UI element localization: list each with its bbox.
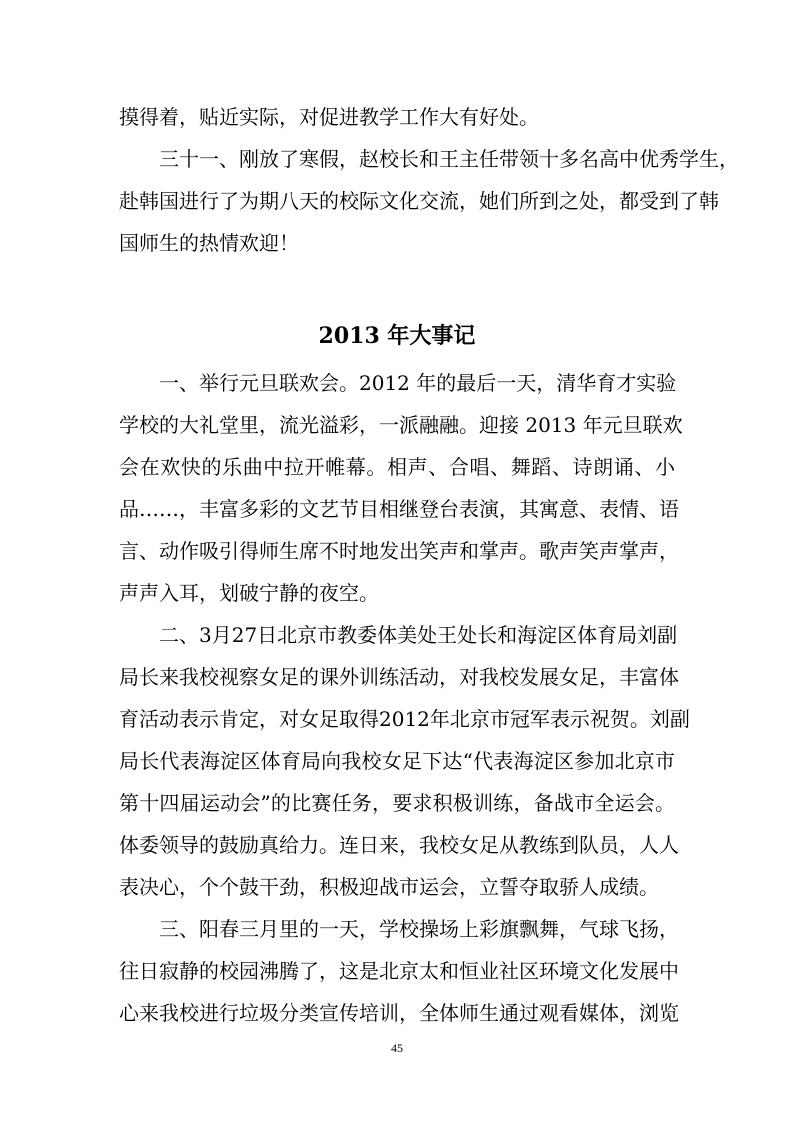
text-line: 三、阳春三月里的一天，学校操场上彩旗飘舞，气球飞扬， bbox=[159, 917, 679, 941]
text-line: 第十四届运动会”的比赛任务，要求积极训练，备战市全运会。 bbox=[119, 791, 675, 815]
text-line: 一、举行元旦联欢会。2012 年的最后一天，清华育才实验 bbox=[159, 371, 677, 395]
document-body bbox=[119, 96, 739, 1034]
text-line: 二、3月27日北京市教委体美处王处长和海淀区体育局刘副 bbox=[159, 623, 678, 647]
text-line: 国师生的热情欢迎！ bbox=[119, 231, 299, 255]
paragraph-continuation bbox=[119, 96, 675, 138]
text-line: 心来我校进行垃圾分类宣传培训，全体师生通过观看媒体，浏览 bbox=[119, 1001, 679, 1025]
text-line: 品……，丰富多彩的文艺节目相继登台表演，其寓意、表情、语 bbox=[119, 497, 679, 521]
text-line: 言、动作吸引得师生席不时地发出笑声和掌声。歌声笑声掌声， bbox=[119, 539, 679, 563]
text-line: 三十一、刚放了寒假，赵校长和王主任带领十多名高中优秀学生， bbox=[159, 147, 739, 171]
paragraph-item-31 bbox=[119, 138, 739, 264]
paragraph-item-1 bbox=[119, 362, 683, 614]
text-line: 往日寂静的校园沸腾了，这是北京太和恒业社区环境文化发展中 bbox=[119, 959, 679, 983]
text-line: 表决心，个个鼓干劲，积极迎战市运会，立誓夺取骄人成绩。 bbox=[119, 875, 659, 899]
text-line: 会在欢快的乐曲中拉开帷幕。相声、合唱、舞蹈、诗朗诵、小 bbox=[119, 455, 675, 479]
paragraph-item-2 bbox=[119, 614, 690, 908]
text-line: 育活动表示肯定，对女足取得2012年北京市冠军表示祝贺。刘副 bbox=[119, 707, 690, 731]
text-line: 摸得着，贴近实际，对促进教学工作大有好处。 bbox=[119, 105, 539, 129]
text-line: 赴韩国进行了为期八天的校际文化交流，她们所到之处，都受到了韩 bbox=[119, 189, 719, 213]
text-line: 局长来我校视察女足的课外训练活动，对我校发展女足，丰富体 bbox=[119, 665, 679, 689]
text-line: 局长代表海淀区体育局向我校女足下达“代表海淀区参加北京市 bbox=[119, 749, 675, 773]
page-number: 45 bbox=[391, 1041, 403, 1055]
text-line: 声声入耳，划破宁静的夜空。 bbox=[119, 581, 379, 605]
section-title: 2013 年大事记 bbox=[318, 323, 476, 349]
text-line: 学校的大礼堂里，流光溢彩，一派融融。迎接 2013 年元旦联欢 bbox=[119, 413, 683, 437]
text-line: 体委领导的鼓励真给力。连日来，我校女足从教练到队员，人人 bbox=[119, 833, 679, 857]
paragraph-item-3 bbox=[119, 908, 679, 1034]
